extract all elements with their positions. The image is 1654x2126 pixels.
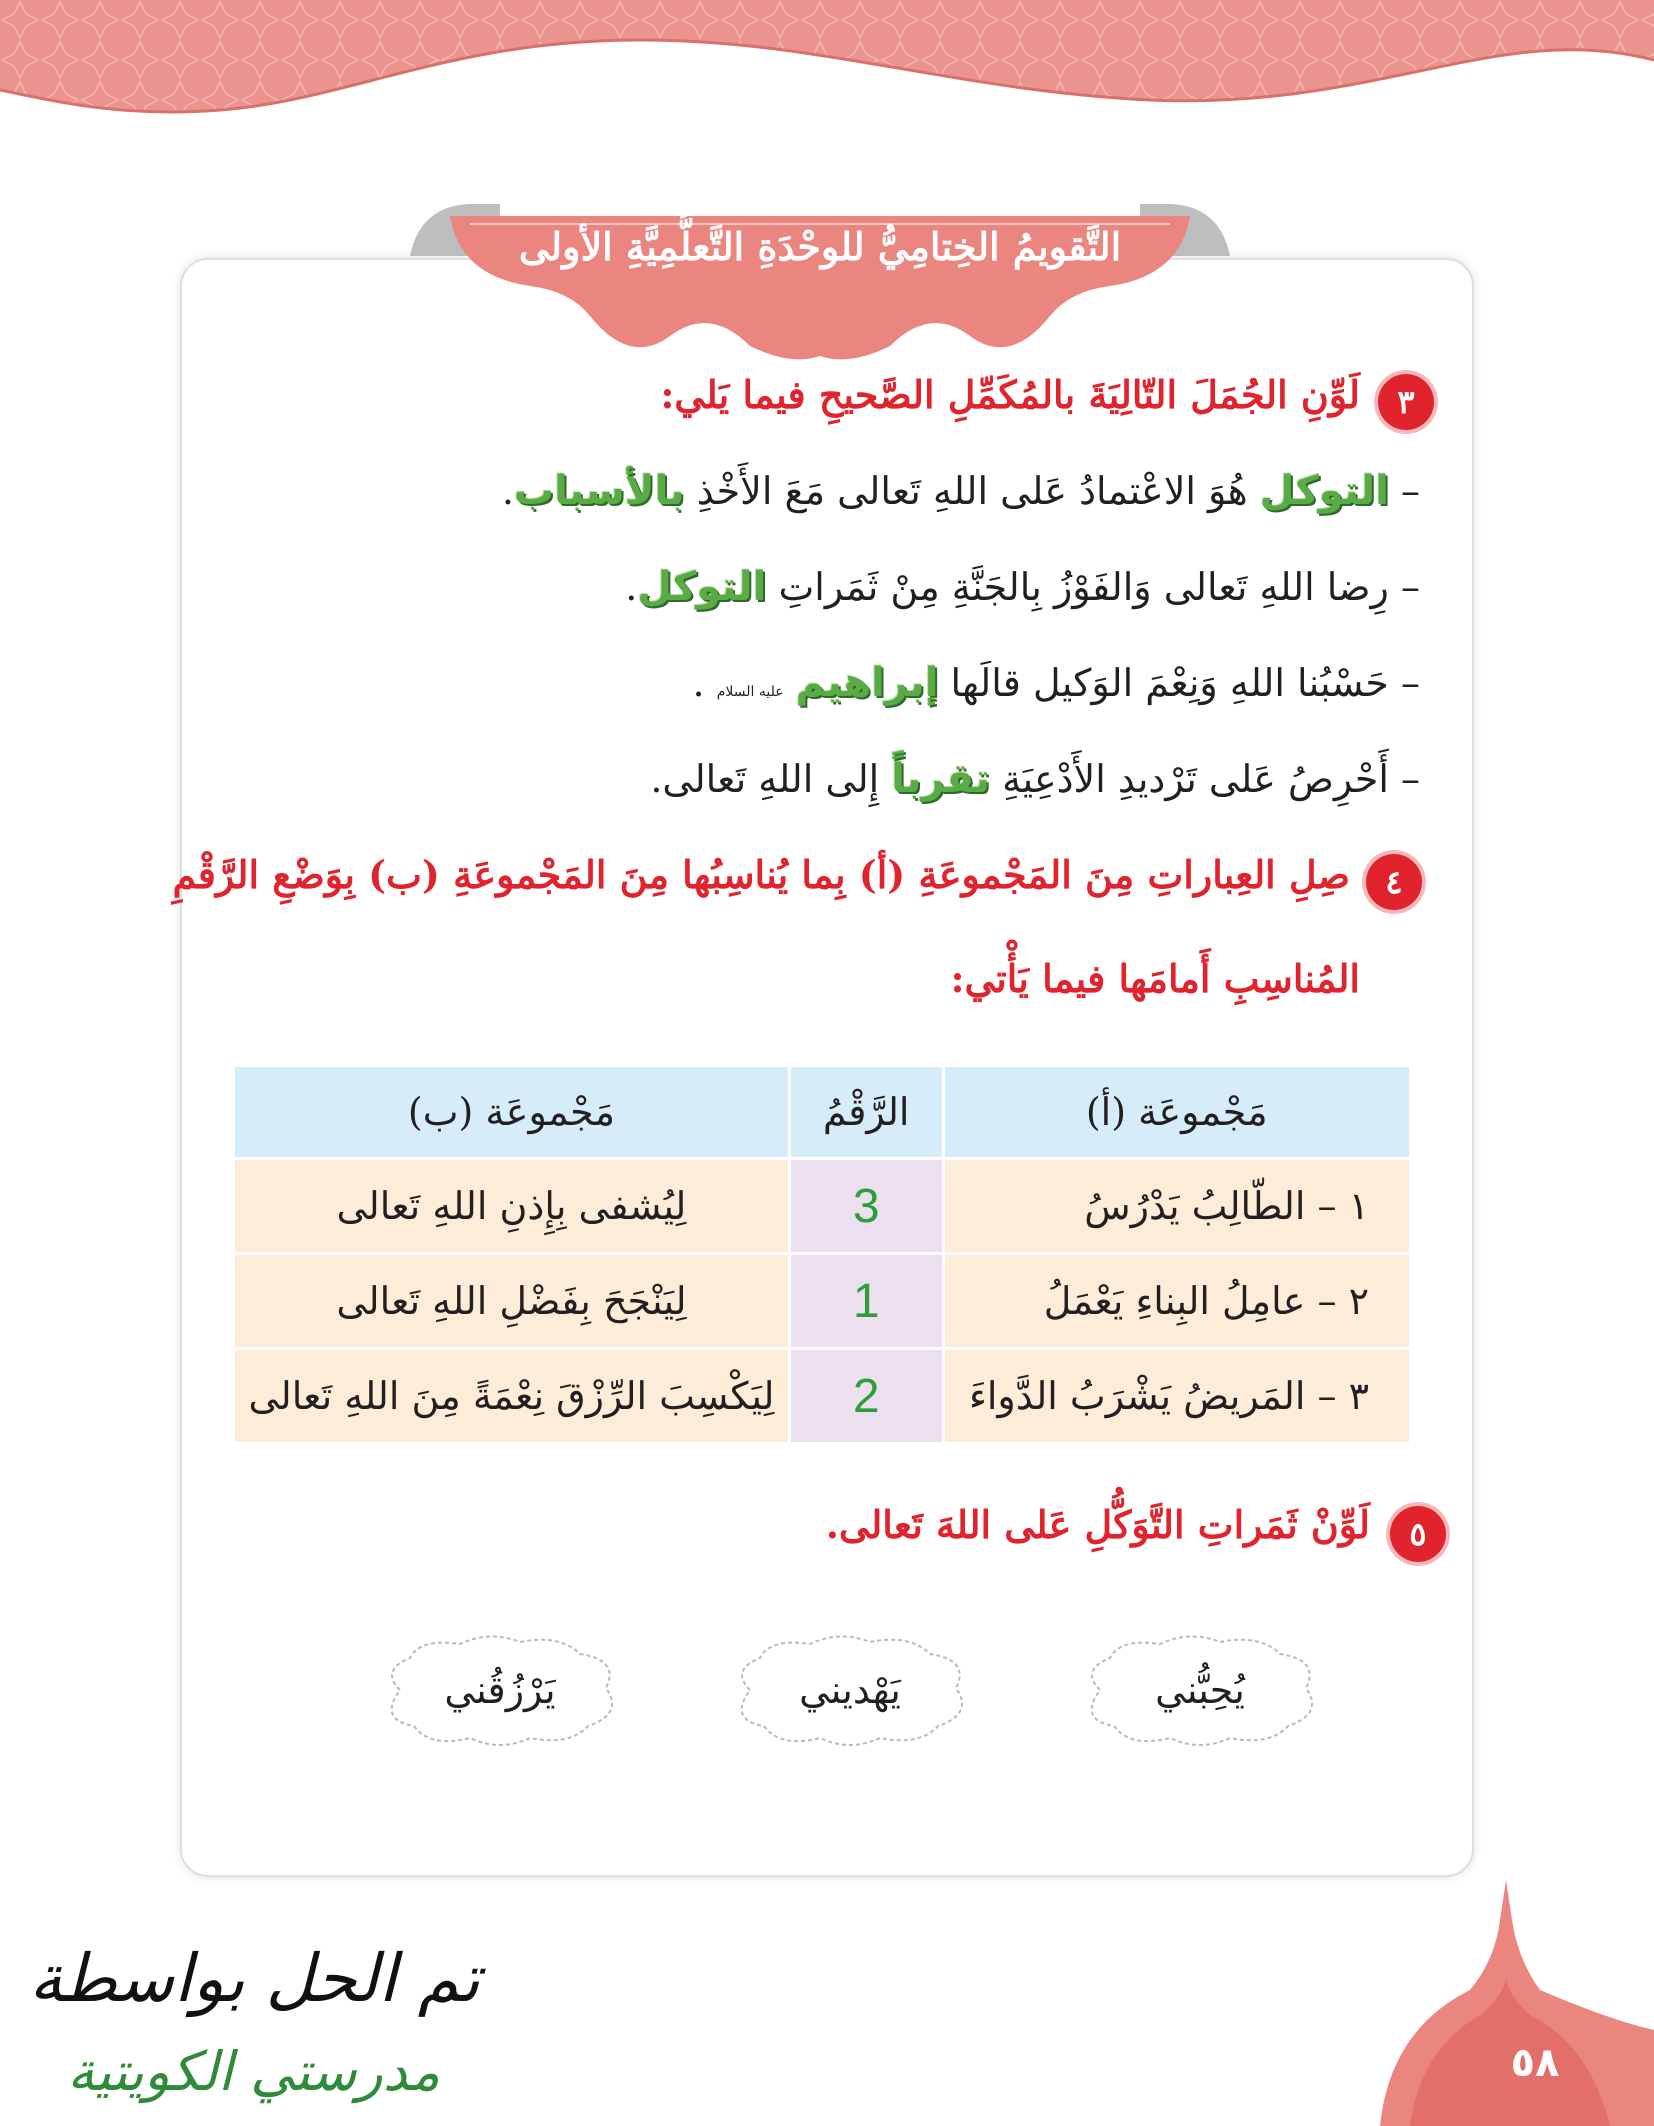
q3-line-2-text: رِضا اللهِ تَعالى وَالفَوْزُ بِالجَنَّةِ مِنْ ثَمَراتِ — [778, 565, 1389, 609]
q3-line-1-answer-2: بالأسباب — [513, 468, 685, 514]
header-number: الرَّقْمُ — [791, 1067, 942, 1157]
q3-line-1-text: هُوَ الاعْتمادُ عَلى اللهِ تَعالى مَعَ الأَخْذِ — [696, 469, 1248, 513]
q3-line-4-text-2: إِلى اللهِ تَعالى — [662, 757, 880, 801]
question-4-title-line-1: صِلِ العِباراتِ مِنَ المَجْموعَةِ (أ) بِما يُناسِبُها مِنَ المَجْموعَةِ (ب) بِوَضْعِ الرَّقْمِ — [172, 852, 1350, 897]
table-row — [235, 1160, 1409, 1252]
q3-line-4-end: . — [650, 757, 663, 801]
question-5-badge: ٥ — [1390, 1506, 1446, 1562]
row-2-group-a: ٢ – عامِلُ البِناءِ يَعْمَلُ — [945, 1255, 1409, 1347]
q3-line-3-answer: إبراهيم — [795, 660, 939, 706]
handwritten-credit-line-1: تم الحل بواسطة — [29, 1940, 480, 2017]
corner-dome-decoration — [1380, 1880, 1654, 2126]
header-group-a: مَجْموعَة (أ) — [945, 1067, 1409, 1157]
q3-line-3-text: حَسْبُنا اللهِ وَنِعْمَ الوَكيل قالَها — [950, 661, 1389, 705]
q3-line-2-answer: التوكل — [637, 564, 767, 610]
row-2-group-b: لِيَنْجَحَ بِفَضْلِ اللهِ تَعالى — [235, 1255, 788, 1347]
table-row — [235, 1350, 1409, 1442]
q3-line-3-end: . — [692, 661, 705, 705]
row-3-number-answer[interactable]: 2 — [791, 1350, 942, 1442]
q3-line-2-end: . — [625, 565, 638, 609]
q3-line-3: – حَسْبُنا اللهِ وَنِعْمَ الوَكيل قالَها إبراهيم عليه السلام . — [692, 660, 1420, 706]
question-4-badge: ٤ — [1366, 854, 1422, 910]
table-header-row — [235, 1067, 1409, 1157]
cloud-text-1: يُحِبُّني — [1155, 1668, 1245, 1712]
table-row — [235, 1255, 1409, 1347]
honorific-glyph: عليه السلام — [716, 684, 784, 700]
header-group-b: مَجْموعَة (ب) — [235, 1067, 788, 1157]
q3-line-4: – أَحْرِصُ عَلى تَرْديدِ الأَدْعِيَةِ تقرباً إِلى اللهِ تَعالى. — [650, 756, 1420, 802]
q3-line-4-text: أَحْرِصُ عَلى تَرْديدِ الأَدْعِيَةِ — [1002, 757, 1389, 801]
page-title: التَّقويمُ الخِتامِيُّ للوحْدَةِ التَّعلُّمِيَّةِ الأولى — [518, 224, 1122, 269]
matching-table — [232, 1064, 1412, 1445]
q3-line-4-answer: تقرباً — [891, 756, 991, 802]
top-decorative-band — [0, 0, 1654, 150]
row-1-number-answer[interactable]: 3 — [791, 1160, 942, 1252]
question-3-title: لَوِّنِ الجُمَلَ التّالِيَةَ بالمُكَمِّلِ الصَّحيحِ فيما يَلي: — [660, 372, 1360, 417]
question-3-badge: ٣ — [1378, 374, 1434, 430]
row-1-group-a: ١ – الطّالِبُ يَدْرُسُ — [945, 1160, 1409, 1252]
page-number: ٥٨ — [1510, 2040, 1560, 2086]
row-1-group-b: لِيُشفى بِإِذنِ اللهِ تَعالى — [235, 1160, 788, 1252]
q3-line-2: – رِضا اللهِ تَعالى وَالفَوْزُ بِالجَنَّةِ مِنْ ثَمَراتِ التوكل. — [625, 564, 1420, 610]
q3-line-1: – التوكل هُوَ الاعْتمادُ عَلى اللهِ تَعالى مَعَ الأَخْذِ بالأسباب. — [501, 468, 1420, 514]
cloud-text-2: يَهْديني — [799, 1668, 901, 1712]
question-4-title-line-2: المُناسِبِ أَمامَها فيما يَأْتي: — [950, 956, 1360, 1001]
row-3-group-a: ٣ – المَريضُ يَشْرَبُ الدَّواءَ — [945, 1350, 1409, 1442]
row-3-group-b: لِيَكْسِبَ الرِّزْقَ نِعْمَةً مِنَ اللهِ تَعالى — [235, 1350, 788, 1442]
q3-line-1-end: . — [501, 469, 514, 513]
q3-line-1-answer: التوكل — [1259, 468, 1389, 514]
cloud-text-3: يَرْزُقُني — [444, 1668, 556, 1712]
handwritten-credit-line-2: مدرستي الكويتية — [67, 2040, 440, 2103]
question-5-title: لَوِّنْ ثَمَراتِ التَّوَكُّلِ عَلى اللهَ تَعالى. — [825, 1502, 1370, 1547]
row-2-number-answer[interactable]: 1 — [791, 1255, 942, 1347]
